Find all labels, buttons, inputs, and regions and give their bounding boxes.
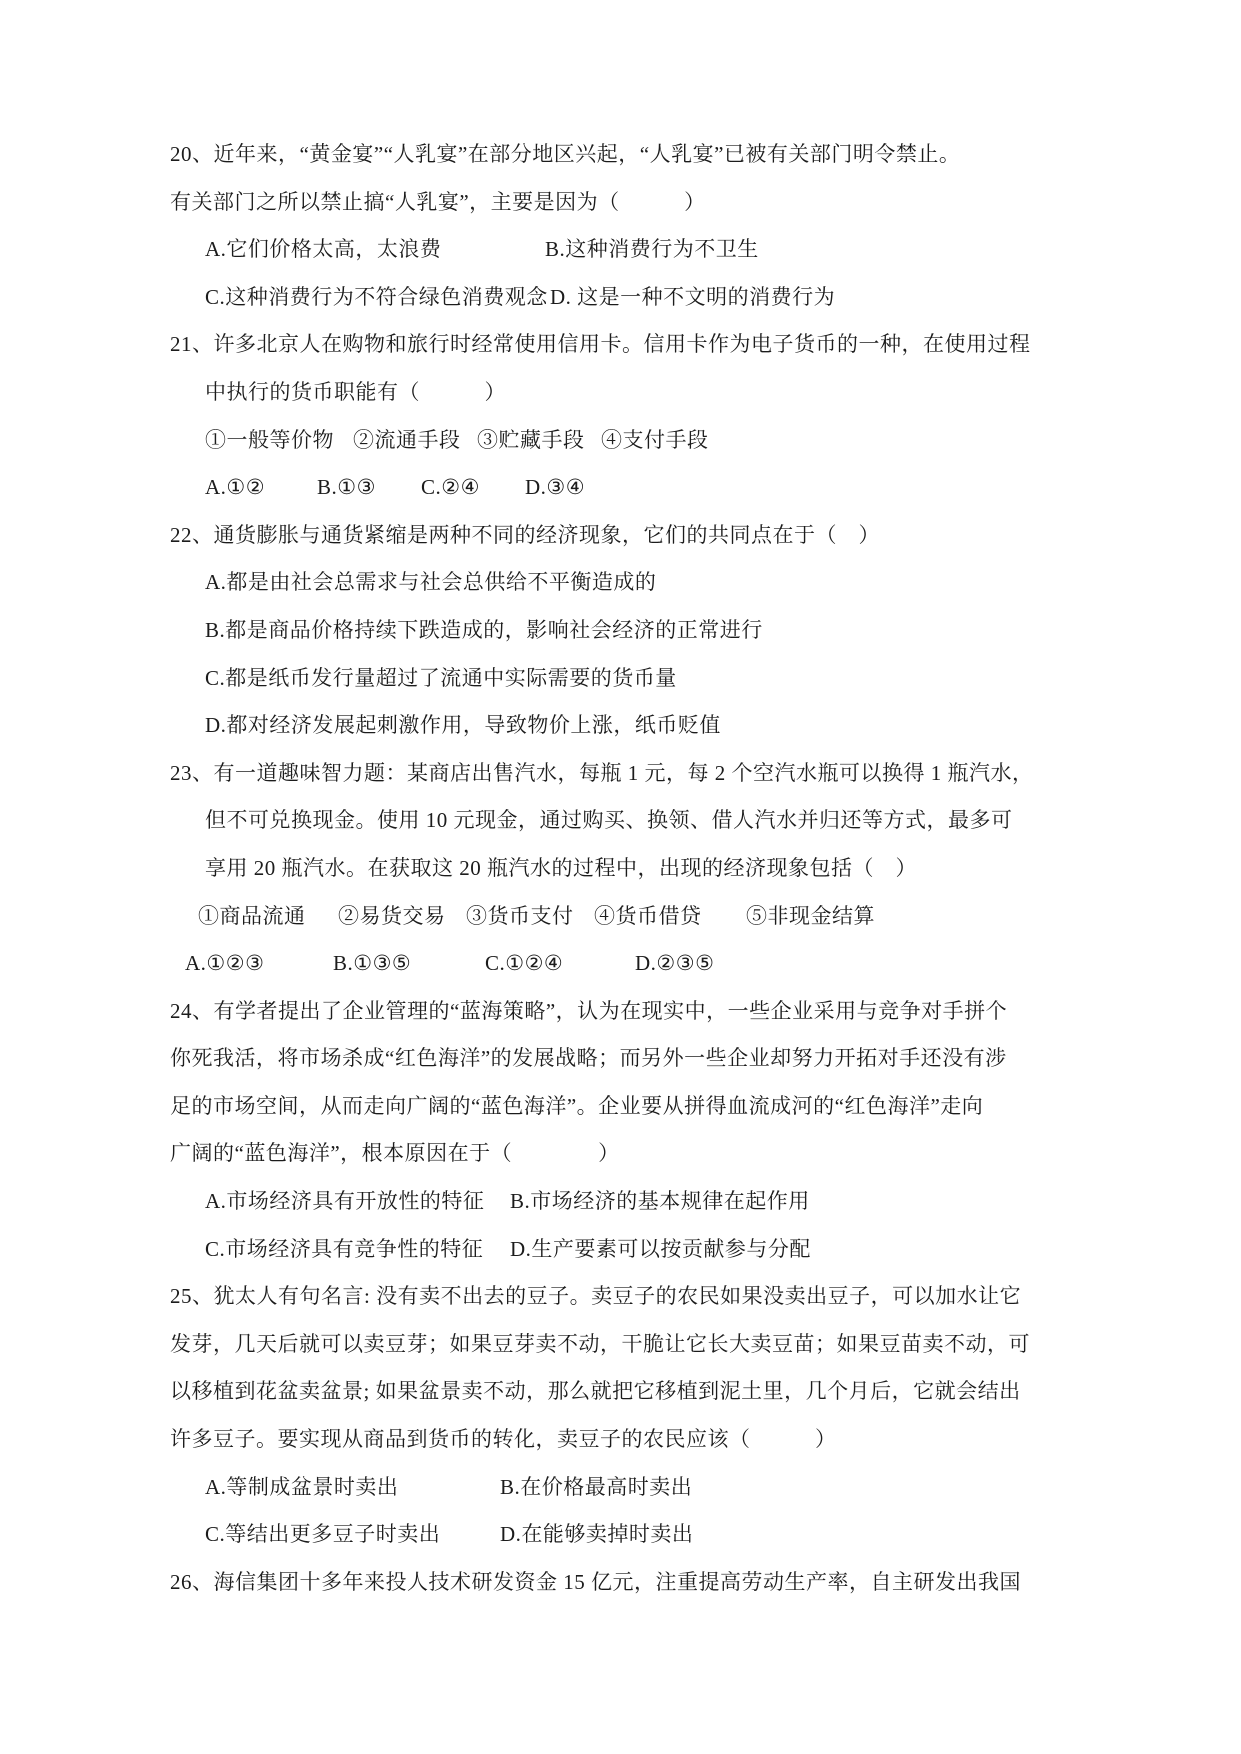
option-cell: D.在能够卖掉时卖出 <box>500 1522 694 1547</box>
option-cell: D.②③⑤ <box>635 951 715 976</box>
option-row <box>205 1464 1181 1512</box>
text-line: 25、犹太人有句名言: 没有卖不出去的豆子。卖豆子的农民如果没卖出豆子，可以加水让它 <box>170 1284 1022 1309</box>
text-line: 有关部门之所以禁止搞“人乳宴”，主要是因为（ ） <box>170 189 706 214</box>
option-cell: C.等结出更多豆子时卖出 <box>205 1522 441 1547</box>
text-line: 享用 20 瓶汽水。在获取这 20 瓶汽水的过程中，出现的经济现象包括（ ） <box>205 855 917 880</box>
option-cell: ③贮藏手段 <box>477 427 585 452</box>
text-line: 22、通货膨胀与通货紧缩是两种不同的经济现象，它们的共同点在于（ ） <box>170 522 880 547</box>
text-line: 发芽，几天后就可以卖豆芽；如果豆芽卖不动，干脆让它长大卖豆苗；如果豆苗卖不动，可 <box>170 1331 1030 1356</box>
option-cell: C.①②④ <box>485 951 564 976</box>
option-cell: A.①②③ <box>185 951 265 976</box>
option-cell: A.它们价格太高，太浪费 <box>205 237 442 262</box>
text-line: 许多豆子。要实现从商品到货币的转化，卖豆子的农民应该（ ） <box>170 1427 837 1452</box>
text-line: 21、许多北京人在购物和旅行时经常使用信用卡。信用卡作为电子货币的一种，在使用过程 <box>170 332 1031 357</box>
text-line: 24、有学者提出了企业管理的“蓝海策略”，认为在现实中，一些企业采用与竞争对手拼个 <box>170 998 1008 1023</box>
option-cell: A.①② <box>205 475 266 500</box>
option-cell: C.市场经济具有竞争性的特征 <box>205 1236 484 1261</box>
question-20 <box>170 131 1181 321</box>
option-cell: B.在价格最高时卖出 <box>500 1474 693 1499</box>
option-row <box>205 464 1181 512</box>
option-row <box>205 274 1181 322</box>
option-row <box>205 1226 1181 1274</box>
option-row <box>205 226 1181 274</box>
option-cell: A.市场经济具有开放性的特征 <box>205 1189 485 1214</box>
question-23 <box>170 750 1181 988</box>
option-cell: ②流通手段 <box>353 427 461 452</box>
text-line: C.都是纸币发行量超过了流通中实际需要的货币量 <box>205 665 677 690</box>
text-line: D.都对经济发展起刺激作用，导致物价上涨，纸币贬值 <box>205 713 721 738</box>
option-cell: ⑤非现金结算 <box>746 903 875 928</box>
option-row <box>205 417 1181 465</box>
option-cell: B.市场经济的基本规律在起作用 <box>510 1189 810 1214</box>
option-cell: B.这种消费行为不卫生 <box>545 237 759 262</box>
text-line: 26、海信集团十多年来投人技术研发资金 15 亿元，注重提高劳动生产率，自主研发出我国 <box>170 1569 1021 1594</box>
question-21 <box>170 321 1181 511</box>
text-line: 以移植到花盆卖盆景; 如果盆景卖不动，那么就把它移植到泥土里，几个月后，它就会结出 <box>170 1379 1021 1404</box>
option-cell: ②易货交易 <box>338 903 446 928</box>
option-cell: ③货币支付 <box>466 903 574 928</box>
option-cell: ④支付手段 <box>601 427 709 452</box>
option-cell: D.生产要素可以按贡献参与分配 <box>510 1236 811 1261</box>
text-line: 中执行的货币职能有（ ） <box>205 379 506 404</box>
text-line: 20、近年来，“黄金宴”“人乳宴”在部分地区兴起，“人乳宴”已被有关部门明令禁止。 <box>170 142 961 166</box>
option-cell: C.这种消费行为不符合绿色消费观念 <box>205 284 548 309</box>
option-cell: B.①③ <box>317 475 376 500</box>
text-line: B.都是商品价格持续下跌造成的，影响社会经济的正常进行 <box>205 617 763 642</box>
option-row <box>205 1511 1181 1559</box>
question-22 <box>170 512 1181 750</box>
option-cell: D. 这是一种不文明的消费行为 <box>550 284 836 309</box>
text-line: 广阔的“蓝色海洋”，根本原因在于（ ） <box>170 1141 620 1166</box>
exam-body <box>170 131 1181 1606</box>
option-cell: ④货币借贷 <box>594 903 702 928</box>
text-line: 你死我活，将市场杀成“红色海洋”的发展战略；而另外一些企业却努力开拓对手还没有涉 <box>170 1046 1007 1071</box>
option-row <box>185 940 1181 988</box>
option-cell: ①商品流通 <box>198 903 306 928</box>
text-line: 足的市场空间，从而走向广阔的“蓝色海洋”。企业要从拼得血流成河的“红色海洋”走向 <box>170 1093 984 1118</box>
option-cell: B.①③⑤ <box>333 951 412 976</box>
text-line: 23、有一道趣味智力题：某商店出售汽水，每瓶 1 元，每 2 个空汽水瓶可以换得 1 瓶汽水， <box>170 760 1034 785</box>
text-line: A.都是由社会总需求与社会总供给不平衡造成的 <box>205 570 657 595</box>
question-24 <box>170 988 1181 1274</box>
option-cell: D.③④ <box>525 475 586 500</box>
option-cell: A.等制成盆景时卖出 <box>205 1474 399 1499</box>
question-25 <box>170 1273 1181 1559</box>
option-row <box>205 1178 1181 1226</box>
text-line: 但不可兑换现金。使用 10 元现金，通过购买、换领、借人汽水并归还等方式，最多可 <box>205 808 1013 833</box>
option-cell: C.②④ <box>421 475 480 500</box>
option-row <box>198 893 1181 941</box>
question-26 <box>170 1559 1181 1607</box>
option-cell: ①一般等价物 <box>205 427 334 452</box>
